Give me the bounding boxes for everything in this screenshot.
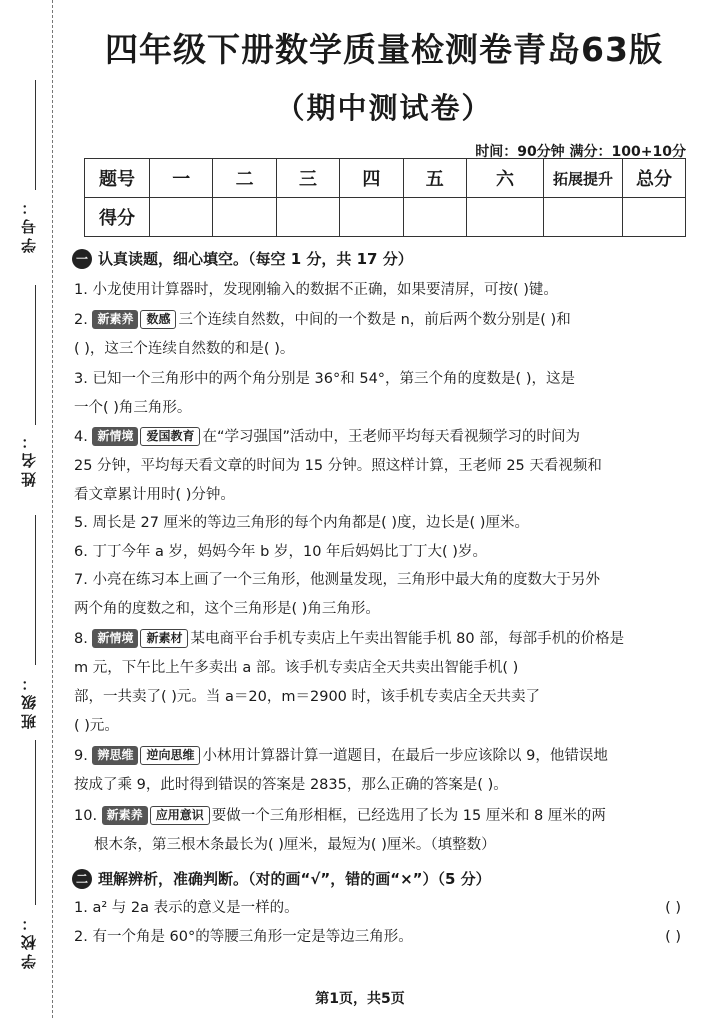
score-table-score-row [85,198,686,237]
score-input-cell[interactable] [213,198,276,237]
class-line [35,515,36,665]
question-6 [74,538,689,567]
question-line: m 元，下午比上午多卖出 a 部。该手机专卖店全天共卖出智能手机( ) [74,660,519,676]
section-title: 理解辨析，准确判断。（对的画“√”，错的画“×”）（5 分） [98,870,491,888]
name-label: 姓名： [20,430,38,487]
table-cell: 四 [340,159,403,198]
section-number-badge: 一 [72,249,92,269]
score-input-cell[interactable] [623,198,686,237]
table-cell: 六 [467,159,544,198]
question-7 [74,566,689,624]
question-line: 5. 周长是 27 厘米的等边三角形的每个内角都是( )度，边长是( )厘米。 [74,515,529,531]
section-2-heading [72,868,491,889]
judge-question-1 [74,894,689,923]
tag-badge: 新情境 [92,629,138,648]
question-line: 3. 已知一个三角形中的两个角分别是 36°和 54°，第三个角的度数是( )，这是 [74,371,575,387]
question-text: 三个连续自然数，中间的一个数是 n，前后两个数分别是( )和 [178,312,571,328]
score-input-cell[interactable] [340,198,403,237]
page-footer: 第1页，共5页 [315,991,405,1007]
answer-bracket[interactable]: ( ) [665,929,681,945]
tag-badge: 新素养 [92,310,138,329]
tag-badge: 辨思维 [92,746,138,765]
question-9 [74,742,689,800]
table-cell: 一 [150,159,213,198]
question-line [74,894,689,923]
tag-badge: 爱国教育 [140,427,200,446]
score-input-cell[interactable] [544,198,623,237]
tag-badge: 新素养 [102,806,148,825]
question-3 [74,365,689,423]
score-input-cell[interactable] [276,198,339,237]
school-label: 学校： [20,912,38,969]
question-line: 1. 小龙使用计算器时，发现刚输入的数据不正确，如果要清屏，可按( )键。 [74,282,558,298]
question-line: 9. 辨思维 逆向思维 小林用计算器计算一道题目，在最后一步应该除以 9，他错误地 [74,748,608,764]
table-cell: 三 [276,159,339,198]
section-title: 认真读题，细心填空。（每空 1 分，共 17 分） [98,250,413,268]
question-text: 要做一个三角形相框，已经选用了长为 15 厘米和 8 厘米的两 [211,808,606,824]
class-label: 班级： [20,672,38,729]
tag-badge: 应用意识 [150,806,210,825]
question-line: 看文章累计用时( )分钟。 [74,487,235,503]
question-4 [74,423,689,510]
question-text: 在“学习强国”活动中，王老师平均每天看视频学习的时间为 [202,429,581,445]
question-2 [74,306,689,364]
tag-badge: 新素材 [140,629,188,648]
section-number-badge: 二 [72,869,92,889]
question-line: 10. 新素养 应用意识 要做一个三角形相框，已经选用了长为 15 厘米和 8 厘米的两 [74,808,606,824]
score-input-cell[interactable] [467,198,544,237]
page-subtitle: （期中测试卷） [275,91,493,125]
question-text: 某电商平台手机专卖店上午卖出智能手机 80 部，每部手机的价格是 [190,631,625,647]
question-5 [74,509,689,538]
school-line [35,740,36,905]
question-line: 根木条，第三根木条最长为( )厘米，最短为( )厘米。（填整数） [94,837,496,853]
score-input-cell[interactable] [150,198,213,237]
question-text: 1. a² 与 2a 表示的意义是一样的。 [74,900,299,916]
page-title: 四年级下册数学质量检测卷青岛63版 [105,30,663,69]
answer-bracket[interactable]: ( ) [665,900,681,916]
question-line: 4. 新情境 爱国教育 在“学习强国”活动中，王老师平均每天看视频学习的时间为 [74,429,581,445]
binding-margin [0,0,56,1018]
judge-question-2 [74,923,689,952]
table-cell: 五 [403,159,466,198]
tag-badge: 数感 [140,310,176,329]
student-id-label: 学号： [20,196,38,253]
question-text: 小林用计算器计算一道题目，在最后一步应该除以 9，他错误地 [202,748,608,764]
question-line: 两个角的度数之和，这个三角形是( )角三角形。 [74,601,380,617]
table-cell: 总分 [623,159,686,198]
question-line: 一个( )角三角形。 [74,400,192,416]
question-line: 按成了乘 9，此时得到错误的答案是 2835，那么正确的答案是( )。 [74,777,508,793]
tag-badge: 逆向思维 [140,746,200,765]
question-line: ( )，这三个连续自然数的和是( )。 [74,341,295,357]
score-table [84,158,686,237]
question-text: 2. 有一个角是 60°的等腰三角形一定是等边三角形。 [74,929,413,945]
section-1-heading [72,248,413,269]
question-line: 2. 新素养 数感 三个连续自然数，中间的一个数是 n，前后两个数分别是( )和 [74,312,571,328]
score-table-header-row [85,159,686,198]
question-10 [74,802,689,860]
question-8 [74,625,689,741]
question-line: 8. 新情境 新素材 某电商平台手机专卖店上午卖出智能手机 80 部，每部手机的价格是 [74,631,625,647]
score-input-cell[interactable] [403,198,466,237]
time-info: 时间：90分钟 满分：100+10分 [475,144,686,160]
name-line [35,285,36,425]
table-cell: 二 [213,159,276,198]
question-line: 7. 小亮在练习本上画了一个三角形，他测量发现，三角形中最大角的度数大于另外 [74,572,600,588]
table-cell: 得分 [85,198,150,237]
table-cell: 题号 [85,159,150,198]
table-cell: 拓展提升 [544,159,623,198]
question-line: 25 分钟，平均每天看文章的时间为 15 分钟。照这样计算，王老师 25 天看视频和 [74,458,602,474]
question-line: 部，一共卖了( )元。当 a＝20，m＝2900 时，该手机专卖店全天共卖了 [74,689,541,705]
student-id-line [35,80,36,190]
question-1 [74,276,689,305]
question-line [74,923,689,952]
question-line: 6. 丁丁今年 a 岁，妈妈今年 b 岁，10 年后妈妈比丁丁大( )岁。 [74,544,487,560]
cut-line [52,0,53,1018]
question-line: ( )元。 [74,718,119,734]
tag-badge: 新情境 [92,427,138,446]
